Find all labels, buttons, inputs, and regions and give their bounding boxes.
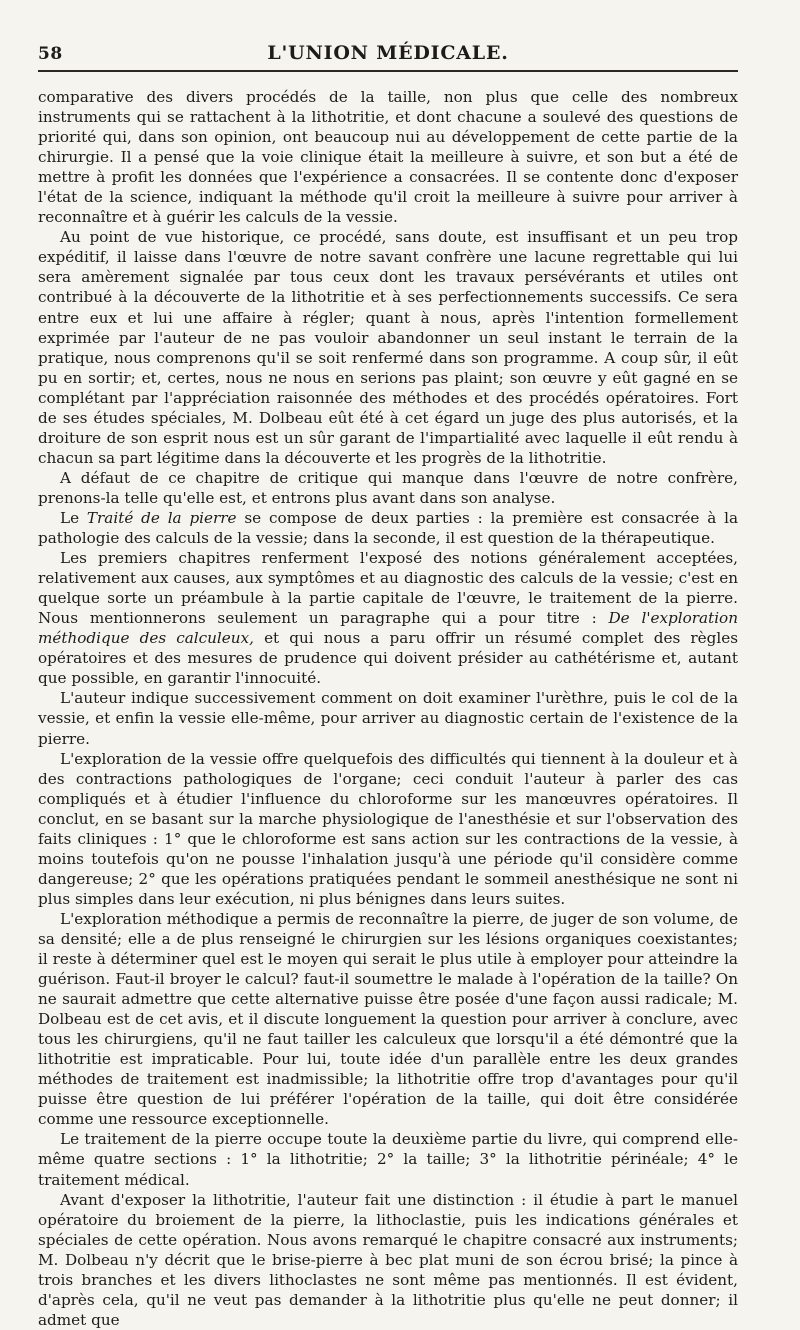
header-rule — [38, 70, 738, 72]
paragraph-4: Le Traité de la pierre se compose de deux parties : la première est consacrée à la pathologie des calculs de la vessie; dans la seconde, il est question de la thérapeutique. — [38, 508, 738, 548]
article-body — [38, 87, 738, 1330]
paragraph-10: Avant d'exposer la lithotritie, l'auteur fait une distinction : il étudie à part le manuel opératoire du broiement de la pierre, la lithoclastie, puis les indications générales et spéciales de cette opération. Nous avons remarqué le chapitre consacré aux instruments; M. Dolbeau n'y décrit que le brise-pierre à bec plat muni de son écrou brisé; la pince à trois branches et les divers lithoclastes ne sont même pas mentionnés. Il est évident, d'après cela, qu'il ne veut pas demander à la lithotritie plus qu'elle ne peut donner; il admet que — [38, 1190, 738, 1329]
paragraph-5: Les premiers chapitres renferment l'exposé des notions généralement acceptées, relativement aux causes, aux symptômes et au diagnostic des calculs de la vessie; c'est en quelque sorte un préambule à la partie capitale de l'œuvre, le traitement de la pierre. Nous mentionnerons seulement un paragraphe qui a pour titre : De l'exploration méthodique des calculeux, et qui nous a paru offrir un résumé complet des règles opératoires et des mesures de prudence qui doivent présider au cathétérisme et, autant que possible, en garantir l'innocuité. — [38, 549, 738, 688]
paragraph-6: L'auteur indique successivement comment on doit examiner l'urèthre, puis le col de la vessie, et enfin la vessie elle-même, pour arriver au diagnostic certain de l'existence de la pierre. — [38, 689, 738, 748]
section-title: De l'exploration méthodique des calculeux, — [38, 609, 738, 648]
paragraph-1: comparative des divers procédés de la taille, non plus que celle des nombreux instruments qui se rattachent à la lithotritie, et dont chacune a soulevé des questions de priorité qui, dans son opinion, ont beaucoup nui au développement de cette partie de la chirurgie. Il a pensé que la voie clinique était la meilleure à suivre, et son but a été de mettre à profit les données que l'expérience a consacrées. Il se contente donc d'exposer l'état de la science, indiquant la méthode qu'il croit la meilleure à suivre pour arriver à reconnaître et à guérir les calculs de la vessie. — [38, 88, 738, 227]
paragraph-2: Au point de vue historique, ce procédé, sans doute, est insuffisant et un peu trop expéditif, il laisse dans l'œuvre de notre savant confrère une lacune regrettable qui lui sera amèrement signalée par tous ceux dont les travaux persévérants et utiles ont contribué à la découverte de la lithotritie et à ses perfectionnements successifs. Ce sera entre eux et lui une affaire à régler; quant à nous, après l'intention formellement exprimée par l'auteur de ne pas vouloir abandonner un seul instant le terrain de la pratique, nous comprenons qu'il se soit renfermé dans son programme. A coup sûr, il eût pu en sortir; et, certes, nous ne nous en serions pas plaint; son œuvre y eût gagné en se complétant par l'appréciation raisonnée des méthodes et des procédés opératoires. Fort de ses études spéciales, M. Dolbeau eût été à cet égard un juge des plus autorisés, et la droiture de son esprit nous est un sûr garant de l'impartialité avec laquelle il eût rendu à chacun sa part légitime dans la découverte et les progrès de la lithotritie. — [38, 228, 738, 467]
page-header — [38, 38, 738, 66]
book-title: Traité de la pierre — [86, 508, 237, 527]
paragraph-9: Le traitement de la pierre occupe toute la deuxième partie du livre, qui comprend elle-même quatre sections : 1° la lithotritie; 2° la taille; 3° la lithotritie périnéale; 4° le traitement médical. — [38, 1130, 738, 1189]
paragraph-8: L'exploration méthodique a permis de reconnaître la pierre, de juger de son volume, de sa densité; elle a de plus renseigné le chirurgien sur les lésions organiques coexistantes; il reste à déterminer quel est le moyen qui serait le plus utile à employer pour atteindre la guérison. Faut-il broyer le calcul? faut-il soumettre le malade à l'opération de la taille? On ne saurait admettre que cette alternative puisse être posée d'une façon aussi radicale; M. Dolbeau est de cet avis, et il discute longuement la question pour arriver à conclure, avec tous les chirurgiens, qu'il ne faut tailler les calculeux que lorsqu'il a été démontré que la lithotritie est impraticable. Pour lui, toute idée d'un parallèle entre les deux grandes méthodes de traitement est inadmissible; la lithotritie offre trop d'avantages pour qu'il puisse être question de lui préférer l'opération de la taille, qui doit être considérée comme une ressource exceptionnelle. — [38, 909, 738, 1129]
running-title: L'UNION MÉDICALE. — [267, 42, 509, 64]
paragraph-7: L'exploration de la vessie offre quelquefois des difficultés qui tiennent à la douleur et à des contractions pathologiques de l'organe; ceci conduit l'auteur à parler des cas compliqués et à étudier l'influence du chloroforme sur les manœuvres opératoires. Il conclut, en se basant sur la marche physiologique de l'anesthésie et sur l'observation des faits cliniques : 1° que le chloroforme est sans action sur les contractions de la vessie, à moins toutefois qu'on ne pousse l'inhalation jusqu'à une période qu'il considère comme dangereuse; 2° que les opérations pratiquées pendant le sommeil anesthésique ne sont ni plus simples dans leur exécution, ni plus bénignes dans leurs suites. — [38, 749, 738, 908]
page-number: 58 — [38, 44, 63, 64]
paragraph-3: A défaut de ce chapitre de critique qui manque dans l'œuvre de notre confrère, prenons-la telle qu'elle est, et entrons plus avant dans son analyse. — [38, 468, 738, 507]
